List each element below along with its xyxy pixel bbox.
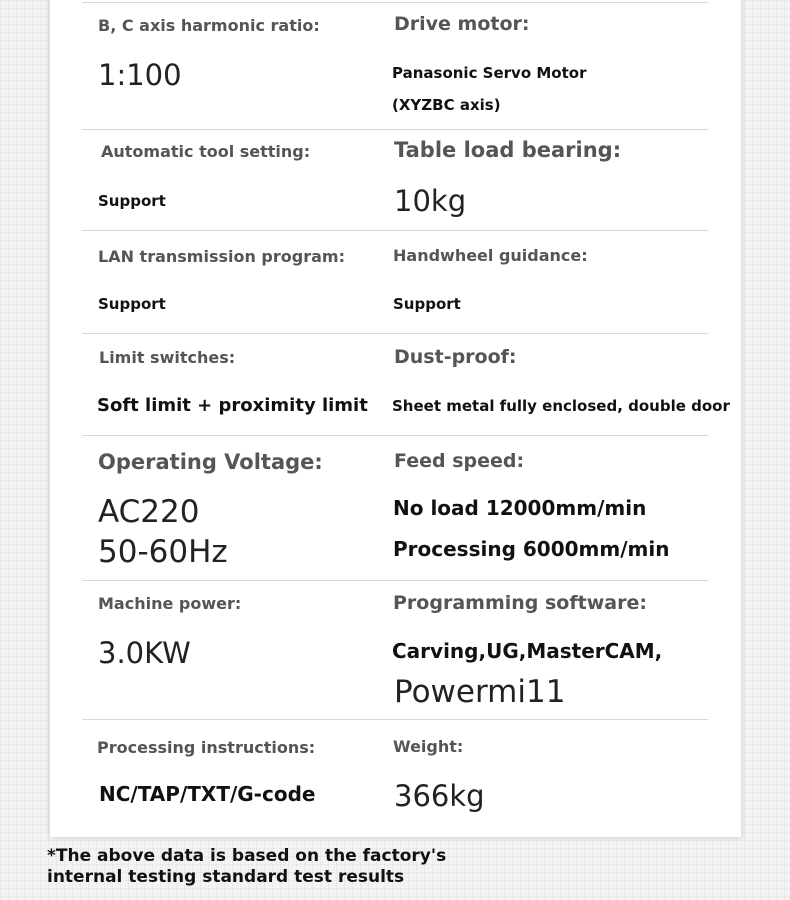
- spec-label-auto-tool-setting: Automatic tool setting:: [101, 142, 311, 161]
- spec-value-feed-speed-line1: No load 12000mm/min: [393, 496, 647, 520]
- spec-value-harmonic-ratio: 1:100: [98, 58, 182, 92]
- spec-label-feed-speed: Feed speed:: [394, 450, 525, 472]
- spec-value-drive-motor-line2: (XYZBC axis): [392, 96, 501, 114]
- spec-value-lan-transmission: Support: [98, 295, 166, 313]
- spec-label-weight: Weight:: [393, 737, 464, 756]
- spec-label-lan-transmission: LAN transmission program:: [98, 247, 345, 266]
- spec-label-limit-switches: Limit switches:: [99, 348, 236, 367]
- divider: [82, 580, 708, 581]
- divider: [82, 333, 708, 334]
- spec-label-processing-instructions: Processing instructions:: [97, 738, 316, 757]
- footnote: *The above data is based on the factory's internal testing standard test results: [47, 846, 447, 887]
- spec-label-harmonic-ratio: B, C axis harmonic ratio:: [98, 16, 320, 35]
- spec-value-programming-software-line1: Carving,UG,MasterCAM,: [392, 639, 663, 663]
- spec-value-feed-speed-line2: Processing 6000mm/min: [393, 537, 670, 561]
- divider: [82, 2, 708, 3]
- spec-label-table-load: Table load bearing:: [394, 138, 622, 162]
- spec-value-operating-voltage-line1: AC220: [98, 494, 200, 530]
- divider: [82, 129, 708, 130]
- spec-label-operating-voltage: Operating Voltage:: [98, 450, 323, 474]
- spec-value-programming-software-line2: Powermi11: [394, 674, 566, 710]
- divider: [82, 230, 708, 231]
- spec-label-programming-software: Programming software:: [393, 592, 647, 614]
- spec-value-weight: 366kg: [394, 779, 485, 813]
- spec-label-dust-proof: Dust-proof:: [394, 346, 517, 368]
- spec-value-processing-instructions: NC/TAP/TXT/G-code: [99, 782, 316, 806]
- divider: [82, 719, 708, 720]
- spec-label-machine-power: Machine power:: [98, 594, 242, 613]
- spec-label-drive-motor: Drive motor:: [394, 13, 530, 35]
- spec-value-auto-tool-setting: Support: [98, 192, 166, 210]
- spec-card: [50, 0, 741, 837]
- divider: [82, 435, 708, 436]
- spec-value-machine-power: 3.0KW: [98, 636, 191, 670]
- spec-value-dust-proof: Sheet metal fully enclosed, double door: [392, 397, 730, 415]
- spec-value-drive-motor-line1: Panasonic Servo Motor: [392, 64, 587, 82]
- spec-value-handwheel-guidance: Support: [393, 295, 461, 313]
- spec-label-handwheel-guidance: Handwheel guidance:: [393, 246, 588, 265]
- spec-value-operating-voltage-line2: 50-60Hz: [98, 534, 228, 570]
- spec-value-limit-switches: Soft limit + proximity limit: [97, 395, 368, 416]
- spec-value-table-load: 10kg: [394, 184, 467, 218]
